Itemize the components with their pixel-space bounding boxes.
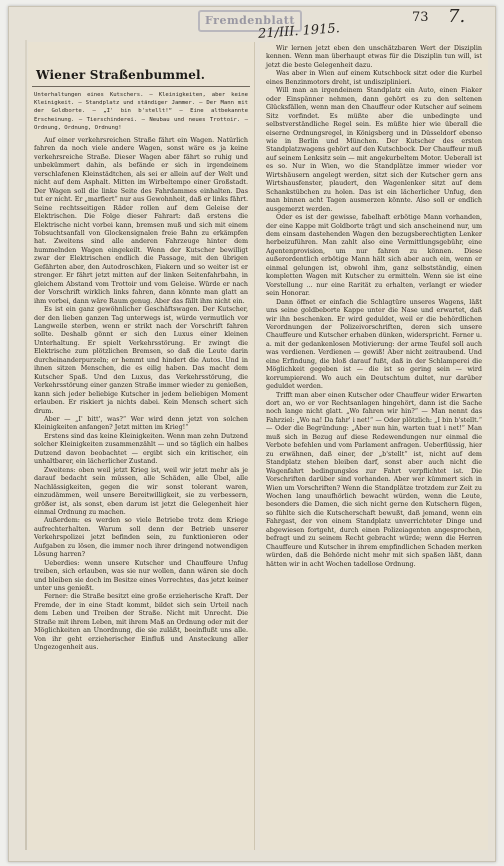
paragraph: Oder es ist der gewisse, fabelhaft erbötige Mann vorhanden, der eine Kappe mit Goldborte trägt und sich anscheinend nur, um dem einsam dastehenden Wagen den bezugsberechtigten Lenker herbeizuführen. Man zahlt also eine Vermittlungsgebühr, eine Agentenprovision, um nur fahren zu können. Diese außerordentlich erbötige Mann hält sich aber auch ein, wenn er einmal gelungen ist, obwohl ihm, ganz selbstständig, einen kompletten Wagen mit Kutscher zu ermitteln. Wenn sie ist eine Vorstellung ... nur eine Rarität zu erhalten, verlangt er wieder sein Honorar. (266, 213, 482, 298)
paragraph: Zweitens: oben weil jetzt Krieg ist, weil wir jetzt mehr als je darauf bedacht sein müssen, alle Schäden, alle Übel, alle Nachlässigkeiten, gegen die wir sonst tolerant waren, einzudämmen, weil unsere Bereitwilligkeit, sie zu verbessern, größer ist, als sonst, eben darum ist jetzt die Gelegenheit hier einmal Ordnung zu machen. (34, 465, 248, 516)
archive-stamp: Fremdenblatt (198, 10, 302, 32)
paragraph: Wir lernen jetzt eben den unschätzbaren Wert der Disziplin kennen. Wenn man überhaupt etwas für die Disziplin tun will, ist jetzt die beste Gelegenheit dazu. (266, 44, 482, 69)
paragraph: Außerdem: es werden so viele Betriebe trotz dem Kriege aufrechterhalten. Warum soll denn der Betrieb unserer Verkehrspolizei jetzt befinden sein, zu funktionieren oder Aufgaben zu lösen, die immer noch ihrer dringend notwendigen Lösung harren? (34, 516, 248, 559)
paragraph: Ferner: die Straße besitzt eine große erzieherische Kraft. Der Fremde, der in eine Stadt kommt, bildet sich sein Urteil nach dem Leben und Treiben der Straße. Nicht mit Unrecht. Die Straße mit ihrem Leben, mit ihrem Maß an Ordnung oder mit der Möglichkeiten an Unordnung, die sie zuläßt, beeinflußt uns alle. Von ihr geht erzieherischer Einfluß und Ansteckung aller Ungezogenheit aus. (34, 592, 248, 652)
clipping-left-column (28, 42, 255, 850)
handwritten-mark: 7. (448, 6, 466, 27)
paragraph: Trifft man aber einen Kutscher oder Chauffeur wider Erwarten dort an, wo er vor Rechtsanlagen hingehört, dann ist die Sache noch lange nicht glatt. „Wo fahren wir hin?“ — Man nennt das Fahrziel: „Wo na! Da fahr' i net!“ — Oder plötzlich: „I bin b'stellt.“ — Oder die Begründung: „Aber nun hin, warten tuat i net!“ Man muß sich in Bezug auf diese Redewendungen nur einmal die Verbote befehlen und vom Parlament anfragen. Ueberflüssig, hier zu erwähnen, daß einer, der „b'stellt“ ist, nicht auf dem Standplatz stehen bleiben darf, sonst aber auch nicht die Wagenfahrt bedingungslos zur Fahrt verpflichtet ist. Die Vorschriften darüber sind vorhanden. Aber wer kümmert sich in Wien um Vorschriften? Wenn die Standplätze trotzdem zur Zeit zu Wochen lang unaufhörlich bewacht würden, wenn die Leute, besonders die Damen, die sich nicht gerne den Kutschern fügen, so fühlte sich die Kutscherschaft bewußt, daß jemand, wenn ein Fahrgast, der von einem Standplatz unverrichteter Dinge und abgewiesen fortgeht, durch einen Polizeiagenten angesprochen, befragt und zu seinem Recht gebracht würde; wenn die Herren Chauffeure und Kutscher in ihrem empfindlichen Schaden merken würden, daß die Behörde nicht mehr mit sich spaßen läßt, dann hätten wir in acht Wochen tadellose Ordnung. (266, 390, 482, 568)
right-body (266, 44, 482, 568)
page-number: 73 (412, 10, 429, 25)
fold-shadow (25, 40, 27, 850)
title-rule (32, 86, 250, 87)
paragraph: Was aber in Wien auf einem Kutschbock sitzt oder die Kurbel eines Benzinmotors dreht, ist undisziplinieri. (266, 69, 482, 86)
paragraph: Aber — „I' bitt', was?“ Wer wird denn jetzt von solchen Kleinigkeiten anfangen? Jetzt mitten im Krieg!“ (34, 414, 248, 432)
paragraph: Es ist ein ganz gewöhnlicher Geschäftswagen. Der Kutscher, der den lieben ganzen Tag unterwegs ist, würde vermutlich vor Langweile sterben, wenn er strikt nach der Vorschrift fahren sollte. Deshalb gönnt er sich den Luxus einer kleinen Unterhaltung. Er spielt Verkehrsstörung. Er zwingt die Elektrische zum plötzlichen Bremsen, so daß die Leute darin durcheinanderpurzeln; er hemmt und hindert die Autos. Und in ihnen sitzen Menschen, die es eilig haben. Das macht dem Kutscher Spaß. Und den Luxus, das Verkehrsstörung, die Verkehrsstörung einer ganzen Straße immer wieder zu genießen, kann sich jeder beliebige Kutscher in jedem beliebigen Moment erlauben. Er riskiert ja nichts dabei. Kein Mensch schert sich drum. (34, 305, 248, 415)
handwritten-date: 21/III. 1915. (257, 21, 341, 42)
paragraph: Ueberdies: wenn unsere Kutscher und Chauffeure Unfug treiben, sich erlauben, was sie nur wollen, dann wären sie doch und bleiben sie doch im Besitze eines Vorrechtes, das jetzt keiner unter uns genießt. (34, 558, 248, 593)
paragraph: Erstens sind das keine Kleinigkeiten. Wenn man zehn Dutzend solcher Kleinigkeiten zusammenzählt — und so täglich ein halbes Dutzend davon beobachtet — ergibt sich ein kritischer, ein unhaltbarer, ein lächerlicher Zustand. (34, 431, 248, 466)
paragraph: Will man an irgendeinem Standplatz ein Auto, einen Fiaker oder Einspänner nehmen, dann gehört es zu den seltenen Glücksfällen, wenn man den Chauffeur oder Kutscher auf seinem Sitz vorfindet. Es müßte aber die unbedingte und selbstverständliche Regel sein. Es müßte hier wie überall die eiserne Ordnungsregel, in Königsberg und in Düsseldorf ebenso wie in Berlin und München. Der Kutscher des ersten Standplatzwagens gehört auf den Kutschbock. Der Chauffeur muß auf seinem Lenksitz sein — mit angekurbeltem Motor. Ueberall ist es so. Nur in Wien, wo die Standplätze immer wieder vor Wirtshäusern angelegt werden, sitzt sich der Kutscher gern ans Wirtshausfenster, plaudert, den Wagenlenker sitzt auf dem Schankstübchen zu holen. Das ist ein lächerlicher Unfug, den man binnen acht Tagen ausmerzen könnte. Also soll er endlich ausgemerzt werden. (266, 86, 482, 213)
paragraph: Auf einer verkehrsreichen Straße fährt ein Wagen. Natürlich fahren da noch viele andere Wagen, sonst wäre es ja keine verkehrsreiche Straße. Dieser Wagen aber fährt so ruhig und unbekümmert dahin, als befände er sich in irgendeinem verschlafenen Kleinstädtchen, als sei er allein auf der Welt und nicht auf dem Asphalt. Mitten im Wirbeltempo einer Großstadt. Der Wagen soll die linke Seite des Fahrdammes einhalten. Das tut er nicht. Er „marfiert“ nur aus Gewohnheit, daß er links fährt. Seine rechtsseitigen Räder rollen auf dem Geleise der Elektrischen. Die Folge dieser Fahrart: daß erstens die Elektrische nicht vorbei kann, bremsen muß und sich mit einem Tobsuchtsanfall von Glockensignalen freie Bahn zu erkämpfen hat. Zweitens sind alle anderen Fahrzeuge hinter dem hummelnden Wagen eingekeilt. Wenn der Kutscher bewilligt zwar der Elektrischen endlich die Passage, mit den übrigen Gefährten aber, den Autodroschken, Fiakern und so weiter ist er strenger. Er fährt jetzt mitten auf der linken Seitenfahrbahn, in gleichem Abstand vom Trottoir und vom Geleise. Würde er nach der Vorschrift wirklich links fahren, dann könnte man glatt an ihm vorbei, dann wäre Raum genug. Aber das fällt ihm nicht ein. (34, 136, 248, 305)
left-body (34, 136, 248, 652)
article-title: Wiener Straßenbummel. (36, 68, 206, 82)
article-subtitle: Unterhaltungen eines Kutschers. — Kleinigkeiten, aber keine Kleinigkeit. — Standplatz und ständiger Jammer. — Der Mann mit der Goldborte. — „I' bin b'stellt!“ — Eine altbekannte Erscheinung. — Tierschinderei. — Neubau und neues Trottoir. — Ordnung, Ordnung, Ordnung! (34, 92, 248, 131)
clipping-right-column (260, 42, 488, 850)
paragraph: Dann öffnet er einfach die Schlagtüre unseres Wagens, läßt uns seine goldbeborte Kappe unter die Nase und erwartet, daß wir ihn beschenken. Er wird geduldet, weil er die behördlichen Verordnungen der Polizeivorschriften, deren sich unsere Chauffeure und Kutscher erhaben dünken, widerspricht. Ferner u. a. mit der gedankenlosen Motivierung: der arme Teufel soll auch was verdienen. Verdienen — gewiß! Aber nicht zeitraubend. Und eine Erfindung, die bloß darauf fußt, daß in der Schlamperei die Möglichkeit gegeben ist — die ist so gering sein — wird korrumpierend. Wo auch ein Deutschtum dultet, nur darüber geduldet werden. (266, 297, 482, 391)
